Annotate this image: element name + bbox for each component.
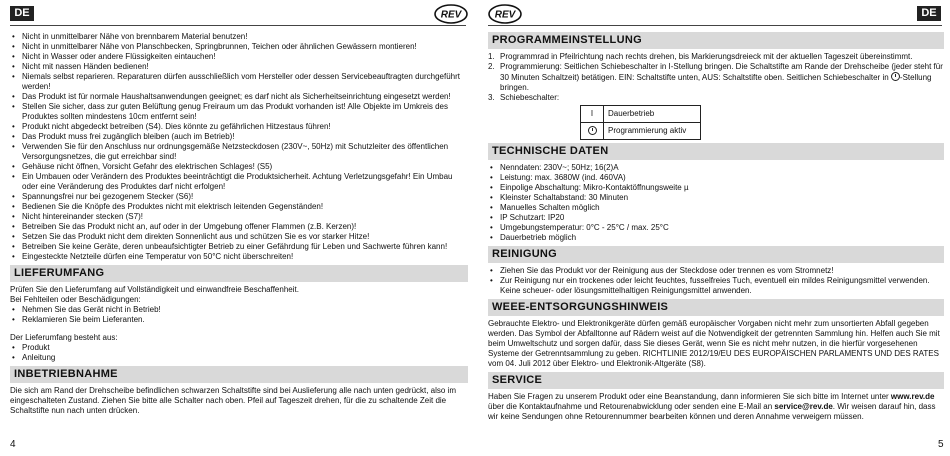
clock-icon: [588, 126, 597, 135]
lieferumfang-contents-intro: Der Lieferumfang besteht aus:: [10, 333, 118, 342]
right-page: [480, 0, 950, 456]
list-item: • Nicht in Wasser oder andere Flüssigkeiten eintauchen!: [10, 52, 468, 62]
svg-text:REV: REV: [494, 9, 516, 21]
section-heading-reinigung: REINIGUNG: [488, 246, 944, 263]
page-number: 5: [938, 439, 944, 450]
list-item: • Nicht hintereinander stecken (S7)!: [10, 212, 468, 222]
switch-label: Programmierung aktiv: [604, 123, 701, 140]
lieferumfang-defects: Bei Fehlteilen oder Beschädigungen:: [10, 295, 141, 304]
table-row: [581, 106, 701, 123]
website-link[interactable]: www.rev.de: [890, 392, 935, 401]
svg-text:REV: REV: [440, 9, 462, 21]
switch-symbol-on: I: [581, 106, 604, 123]
lieferumfang-contents-list: [10, 343, 468, 363]
list-item: • Betreiben Sie keine Geräte, deren unbeaufsichtigter Betrieb zu einer Gefährdung für Leben und Sachwerte führen kann!: [10, 242, 468, 252]
list-item: • Kleinster Schaltabstand: 30 Minuten: [488, 193, 944, 203]
list-item: • Spannungsfrei nur bei gezogenem Stecker (S6)!: [10, 192, 468, 202]
list-item: • Dauerbetrieb möglich: [488, 233, 944, 243]
list-item: • Stellen Sie sicher, dass zur guten Belüftung genug Freiraum um das Produkt vorhanden ist! Alle Objekte im Umkreis des Produktes sollten mindestens 10cm entfernt sein!: [10, 102, 468, 122]
list-item: • Produkt nicht abgedeckt betreiben (S4). Dies könnte zu gefährlichen Hitzestaus führen!: [10, 122, 468, 132]
language-badge: DE: [917, 6, 941, 21]
list-item: • Produkt: [10, 343, 468, 353]
program-step: 1. Programmrad in Pfeilrichtung nach rechts drehen, bis Markierungsdreieck mit der aktuellen Tageszeit übereinstimmt.: [488, 52, 913, 61]
list-item: • Nehmen Sie das Gerät nicht in Betrieb!: [10, 305, 468, 315]
header-rule: [488, 25, 942, 26]
safety-list: [10, 32, 468, 262]
list-item: • Eingesteckte Netzteile dürfen eine Temperatur von 50°C nicht überschreiten!: [10, 252, 468, 262]
list-item: • IP Schutzart: IP20: [488, 213, 944, 223]
left-page: [0, 0, 470, 456]
list-item: • Reklamieren Sie beim Lieferanten.: [10, 315, 468, 325]
inbetriebnahme-text: Die sich am Rand der Drehscheibe befindlichen schwarzen Schaltstifte sind bei Auslieferung alle nach unten gedrückt, also im eingeschalteten Zustand. Ziehen Sie bitte alle Schalter nach oben. Pfeil auf Tageszeit drehen, für die zu schaltende Zeit die Schaltstifte nun nach unten drücken.: [10, 386, 457, 415]
list-item: • Das Produkt ist für normale Haushaltsanwendungen geeignet; es darf nicht als Sicherheitseinrichtung eingesetzt werden!: [10, 92, 468, 102]
list-item: • Setzen Sie das Produkt nicht dem direkten Sonnenlicht aus und schützen Sie es vor starker Hitze!: [10, 232, 468, 242]
list-item: • Leistung: max. 3680W (ind. 460VA): [488, 173, 944, 183]
section-heading-lieferumfang: LIEFERUMFANG: [10, 265, 468, 282]
list-item: • Das Produkt muss frei zugänglich bleiben (auch im Betrieb)!: [10, 132, 468, 142]
program-steps: [488, 52, 944, 103]
list-item: • Ein Umbauen oder Verändern des Produktes beeinträchtigt die Produktsicherheit. Achtung Verletzungsgefahr! Ein Umbau oder eine Veränderung des Produktes darf nicht erfolgen!: [10, 172, 468, 192]
list-item: • Nicht mit nassen Händen bedienen!: [10, 62, 468, 72]
service-text: Haben Sie Fragen zu unserem Produkt oder eine Beanstandung, dann informieren Sie sich bitte im Internet unter www.rev.de über die Kontaktaufnahme und Retourenabwicklung oder senden eine E-Mail an service@rev.de. Wir weisen darauf hin, dass wir keine Sendungen ohne Retourennummer bearbeiten können und deren Annahme verweigern müssen.: [488, 392, 936, 421]
list-item: • Nenndaten: 230V~; 50Hz; 16(2)A: [488, 163, 944, 173]
email-link[interactable]: service@rev.de: [774, 402, 833, 411]
section-heading-programmeinstellung: PROGRAMMEINSTELLUNG: [488, 32, 944, 49]
table-row: [581, 123, 701, 140]
list-item: • Zur Reinigung nur ein trockenes oder leicht feuchtes, fusselfreies Tuch, eventuell ein mildes Reinigungsmittel verwenden. Keine scheuer- oder lösungsmittelhaltigen Reinigungsmittel anwenden.: [488, 276, 944, 296]
list-item: • Ziehen Sie das Produkt vor der Reinigung aus der Steckdose oder trennen es vom Stromnetz!: [488, 266, 944, 276]
program-step: 2. Programmierung: Seitlichen Schiebeschalter in I-Stellung bringen. Die Schaltstifte am Rande der Drehscheibe (jeder steht für 30 Minuten Schaltzeit) betätigen. EIN: Schaltstifte unten, AUS: Schaltstifte oben. Seitlichen Schiebeschalter in -Stellung bringen.: [488, 62, 943, 92]
section-heading-weee: WEEE-ENTSORGUNGSHINWEIS: [488, 299, 944, 316]
list-item: • Nicht in unmittelbarer Nähe von Planschbecken, Springbrunnen, Teichen oder ähnlichen Gewässern montieren!: [10, 42, 468, 52]
list-item: • Verwenden Sie für den Anschluss nur ordnungsgemäße Netzsteckdosen (230V~, 50Hz) mit Schutzleiter des öffentlichen Versorgungsnetzes, die gut erreichbar sind!: [10, 142, 468, 162]
lieferumfang-intro: Prüfen Sie den Lieferumfang auf Vollständigkeit und einwandfreie Beschaffenheit.: [10, 285, 299, 294]
list-item: • Manuelles Schalten möglich: [488, 203, 944, 213]
page-number: 4: [10, 439, 16, 450]
section-heading-inbetriebnahme: INBETRIEBNAHME: [10, 366, 468, 383]
list-item: • Einpolige Abschaltung: Mikro-Kontaktöffnungsweite µ: [488, 183, 944, 193]
list-item: • Nicht in unmittelbarer Nähe von brennbarem Material benutzen!: [10, 32, 468, 42]
cleaning-list: [488, 266, 944, 296]
language-badge: DE: [10, 6, 34, 21]
list-item: • Betreiben Sie das Produkt nicht an, auf oder in der Umgebung offener Flammen (z.B. Kerzen)!: [10, 222, 468, 232]
rev-logo-icon: [434, 4, 468, 24]
switch-table: [580, 105, 701, 140]
rev-logo-icon: [488, 4, 522, 24]
list-item: • Gehäuse nicht öffnen, Vorsicht Gefahr des elektrischen Schlages! (S5): [10, 162, 468, 172]
left-content: [10, 32, 468, 416]
program-step: 3. Schiebeschalter:: [488, 93, 560, 102]
right-content: [488, 32, 944, 422]
list-item: • Anleitung: [10, 353, 468, 363]
lieferumfang-defect-list: [10, 305, 468, 325]
list-item: • Umgebungstemperatur: 0°C - 25°C / max. 25°C: [488, 223, 944, 233]
list-item: • Bedienen Sie die Knöpfe des Produktes nicht mit elektrisch leitenden Gegenständen!: [10, 202, 468, 212]
switch-label: Dauerbetrieb: [604, 106, 701, 123]
weee-text: Gebrauchte Elektro- und Elektronikgeräte dürfen gemäß europäischer Vorgaben nicht mehr zum unsortierten Abfall gegeben werden. Das Symbol der Abfalltonne auf Rädern weist auf die Notwendigkeit der getrennten Sammlung hin. Helfen auch Sie mit beim Umweltschutz und sorgen dafür, dass Sie dieses Gerät, wenn Sie es nicht mehr nutzen, in die hierfür vorgesehenen Systeme der Getrenntsammlung zu geben. RICHTLINIE 2012/19/EU DES EUROPÄISCHEN PARLAMENTS UND DES RATES vom 04. Juli 2012 über Elektro- und Elektronik-Altgeräte (S8).: [488, 319, 940, 368]
section-heading-technische-daten: TECHNISCHE DATEN: [488, 143, 944, 160]
clock-icon: [891, 72, 900, 81]
section-heading-service: SERVICE: [488, 372, 944, 389]
header-rule: [10, 25, 466, 26]
technical-data-list: [488, 163, 944, 243]
list-item: • Niemals selbst reparieren. Reparaturen dürfen ausschließlich vom Hersteller oder dessen Servicebeauftragten durchgeführt werden!: [10, 72, 468, 92]
